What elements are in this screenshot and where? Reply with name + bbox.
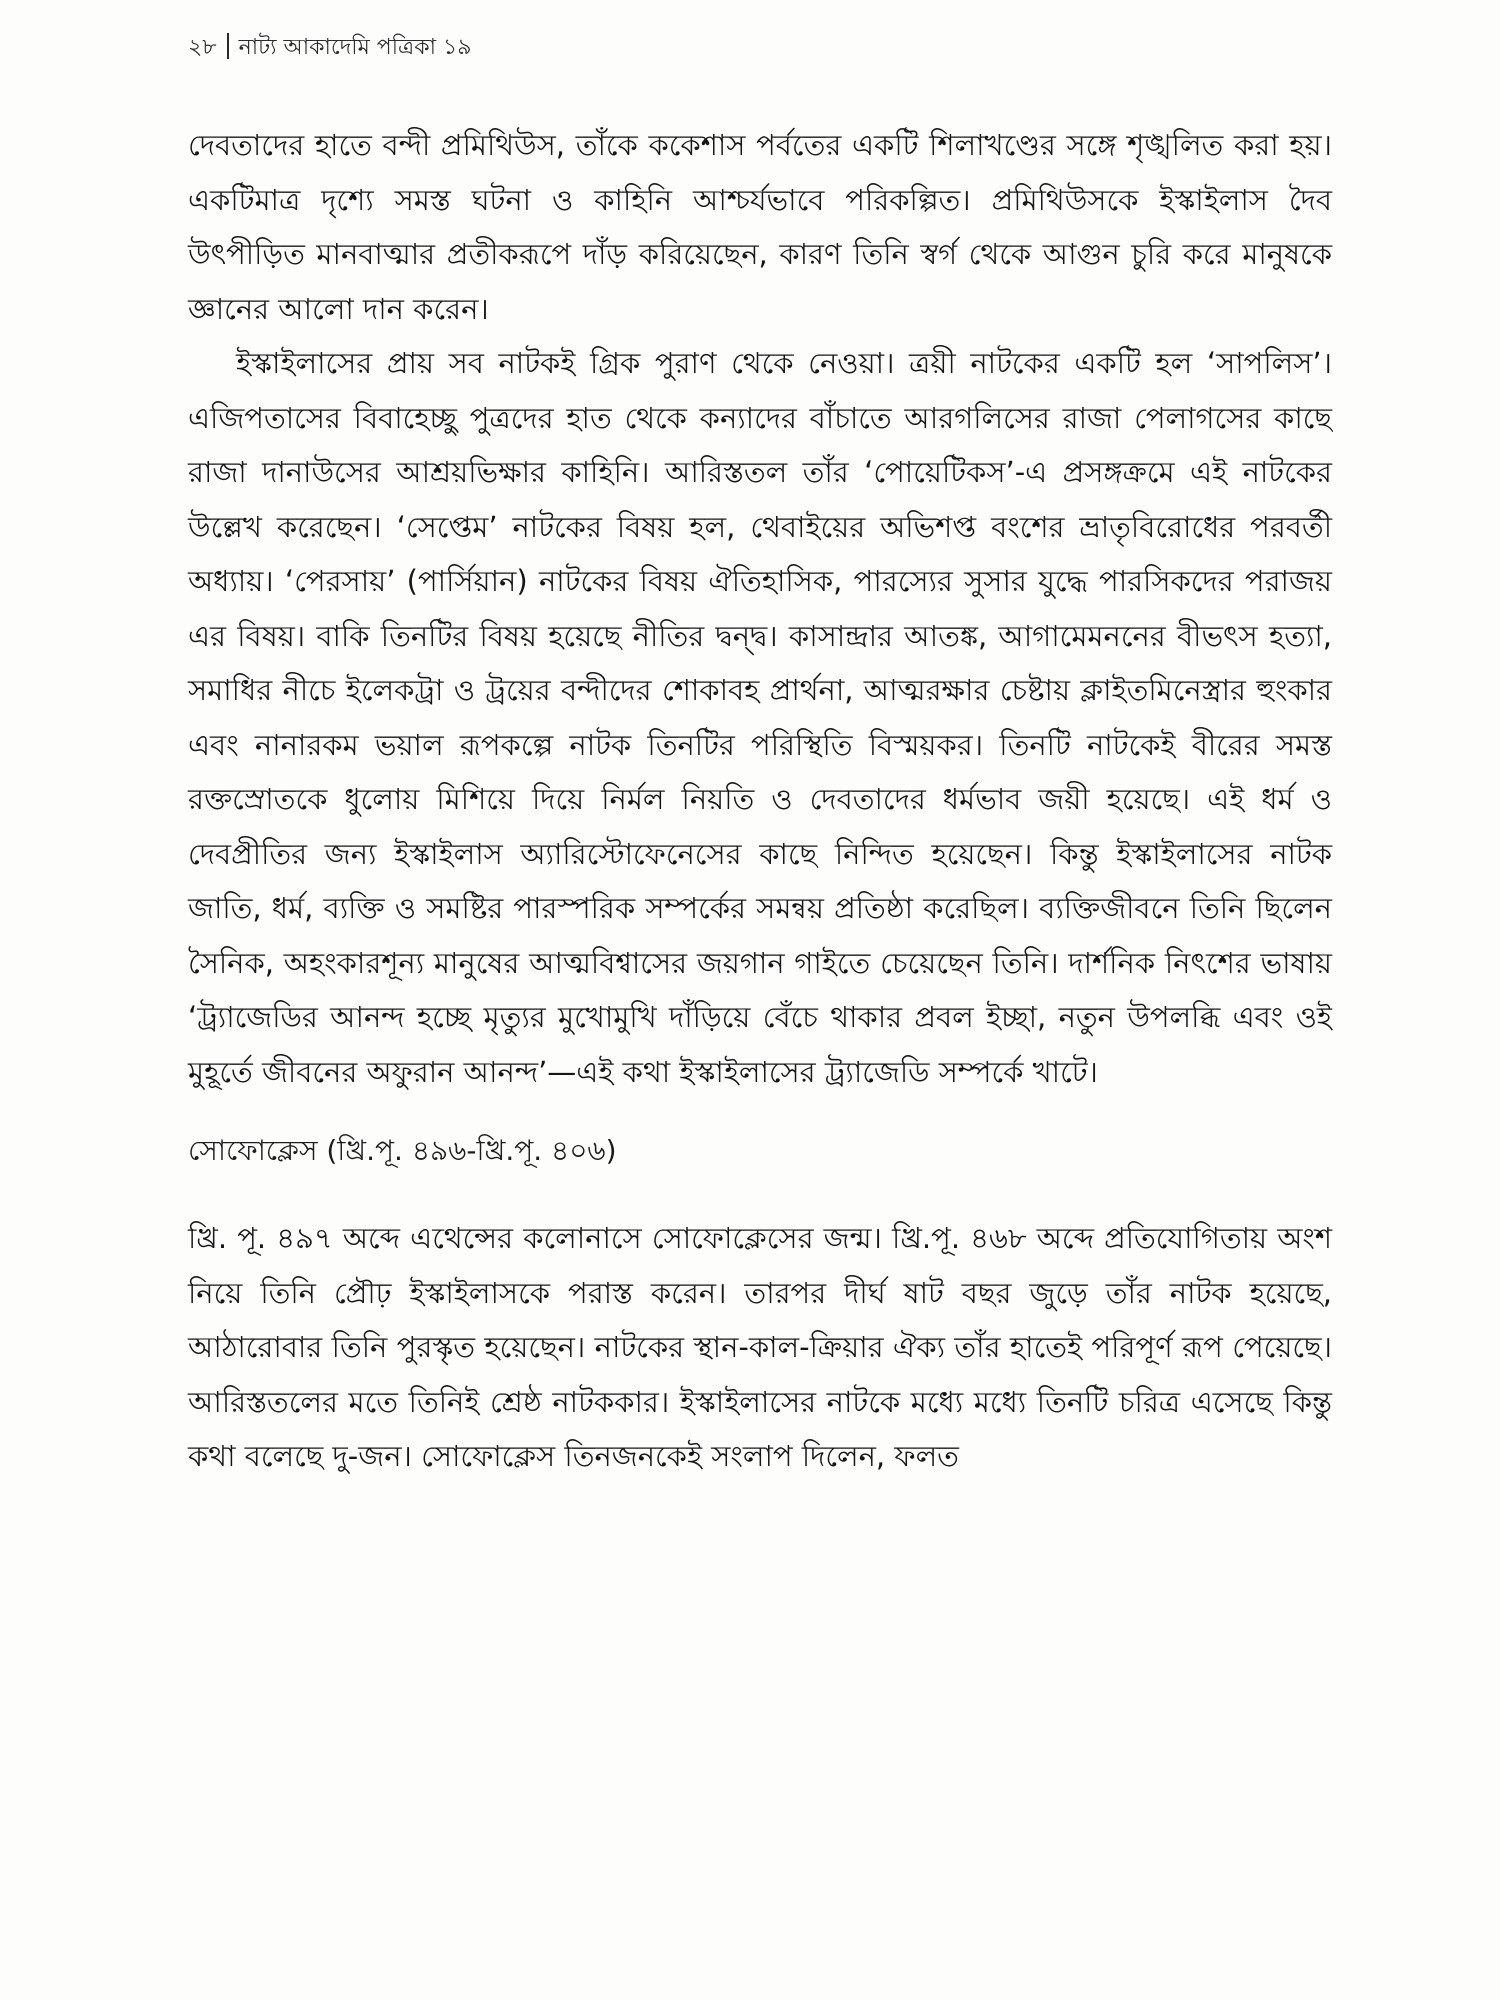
running-header [188, 28, 1338, 68]
paragraph-aeschylus-plays: ইস্কাইলাসের প্রায় সব নাটকই গ্রিক পুরাণ থেকে নেওয়া। ত্রয়ী নাটকের একটি হল ‘সাপলিস’। এজিপতাসের বিবাহেচ্ছু পুত্রদের হাত থেকে কন্যাদের বাঁচাতে আরগলিসের রাজা পেলাগসের কাছে রাজা দানাউসের আশ্রয়ভিক্ষার কাহিনি। আরিস্ততল তাঁর ‘পোয়েটিকস’-এ প্রসঙ্গক্রমে এই নাটকের উল্লেখ করেছেন। ‘সেপ্তেম’ নাটকের বিষয় হল, থেবাইয়ের অভিশপ্ত বংশের ভ্রাতৃবিরোধের পরবর্তী অধ্যায়। ‘পেরসায়’ (পার্সিয়ান) নাটকের বিষয় ঐতিহাসিক, পারস্যের সুসার যুদ্ধে পারসিকদের পরাজয় এর বিষয়। বাকি তিনটির বিষয় হয়েছে নীতির দ্বন্দ্ব। কাসান্দ্রার আতঙ্ক, আগামেমননের বীভৎস হত্যা, সমাধির নীচে ইলেকট্রা ও ট্রয়ের বন্দীদের শোকাবহ প্রার্থনা, আত্মরক্ষার চেষ্টায় ক্লাইতমিনেস্ত্রার হুংকার এবং নানারকম ভয়াল রূপকল্পে নাটক তিনটির পরিস্থিতি বিস্ময়কর। তিনটি নাটকেই বীরের সমস্ত রক্তস্রোতকে ধুলোয় মিশিয়ে দিয়ে নির্মল নিয়তি ও দেবতাদের ধর্মভাব জয়ী হয়েছে। এই ধর্ম ও দেবপ্রীতির জন্য ইস্কাইলাস অ্যারিস্টোফেনেসের কাছে নিন্দিত হয়েছেন। কিন্তু ইস্কাইলাসের নাটক জাতি, ধর্ম, ব্যক্তি ও সমষ্টির পারস্পরিক সম্পর্কের সমন্বয় প্রতিষ্ঠা করেছিল। ব্যক্তিজীবনে তিনি ছিলেন সৈনিক, অহংকারশূন্য মানুষের আত্মবিশ্বাসের জয়গান গাইতে চেয়েছেন তিনি। দার্শনিক নিৎশের ভাষায় ‘ট্র্যাজেডির আনন্দ হচ্ছে মৃত্যুর মুখোমুখি দাঁড়িয়ে বেঁচে থাকার প্রবল ইচ্ছা, নতুন উপলব্ধি এবং ওই মুহূর্তে জীবনের অফুরান আনন্দ’—এই কথা ইস্কাইলাসের ট্র্যাজেডি সম্পর্কে খাটে। [188, 346, 1332, 1089]
paragraph-prometheus: দেবতাদের হাতে বন্দী প্রমিথিউস, তাঁকে ককেশাস পর্বতের একটি শিলাখণ্ডের সঙ্গে শৃঙ্খলিত করা হয়। একটিমাত্র দৃশ্যে সমস্ত ঘটনা ও কাহিনি আশ্চর্যভাবে পরিকল্পিত। প্রমিথিউসকে ইস্কাইলাস দৈব উৎপীড়িত মানবাত্মার প্রতীকরূপে দাঁড় করিয়েছেন, কারণ তিনি স্বর্গ থেকে আগুন চুরি করে মানুষকে জ্ঞানের আলো দান করেন। [188, 128, 1332, 326]
page-number: ২৮ [188, 35, 217, 60]
journal-title: নাট্য আকাদেমি পত্রিকা ১৯ [238, 35, 472, 60]
section-heading-sophocles: সোফোক্লেস (খ্রি.পূ. ৪৯৬-খ্রি.পূ. ৪০৬) [188, 1134, 617, 1167]
paragraph-sophocles: খ্রি. পূ. ৪৯৭ অব্দে এথেন্সের কলোনাসে সোফোক্লেসের জন্ম। খ্রি.পূ. ৪৬৮ অব্দে প্রতিযোগিতায় অংশ নিয়ে তিনি প্রৌঢ় ইস্কাইলাসকে পরাস্ত করেন। তারপর দীর্ঘ ষাট বছর জুড়ে তাঁর নাটক হয়েছে, আঠারোবার তিনি পুরস্কৃত হয়েছেন। নাটকের স্থান-কাল-ক্রিয়ার ঐক্য তাঁর হাতেই পরিপূর্ণ রূপ পেয়েছে। আরিস্ততলের মতে তিনিই শ্রেষ্ঠ নাটককার। ইস্কাইলাসের নাটকে মধ্যে মধ্যে তিনটি চরিত্র এসেছে কিন্তু কথা বলেছে দু-জন। সোফোক্লেস তিনজনকেই সংলাপ দিলেন, ফলত [188, 1221, 1332, 1473]
body-text [188, 118, 1332, 1484]
header-divider [227, 33, 229, 59]
